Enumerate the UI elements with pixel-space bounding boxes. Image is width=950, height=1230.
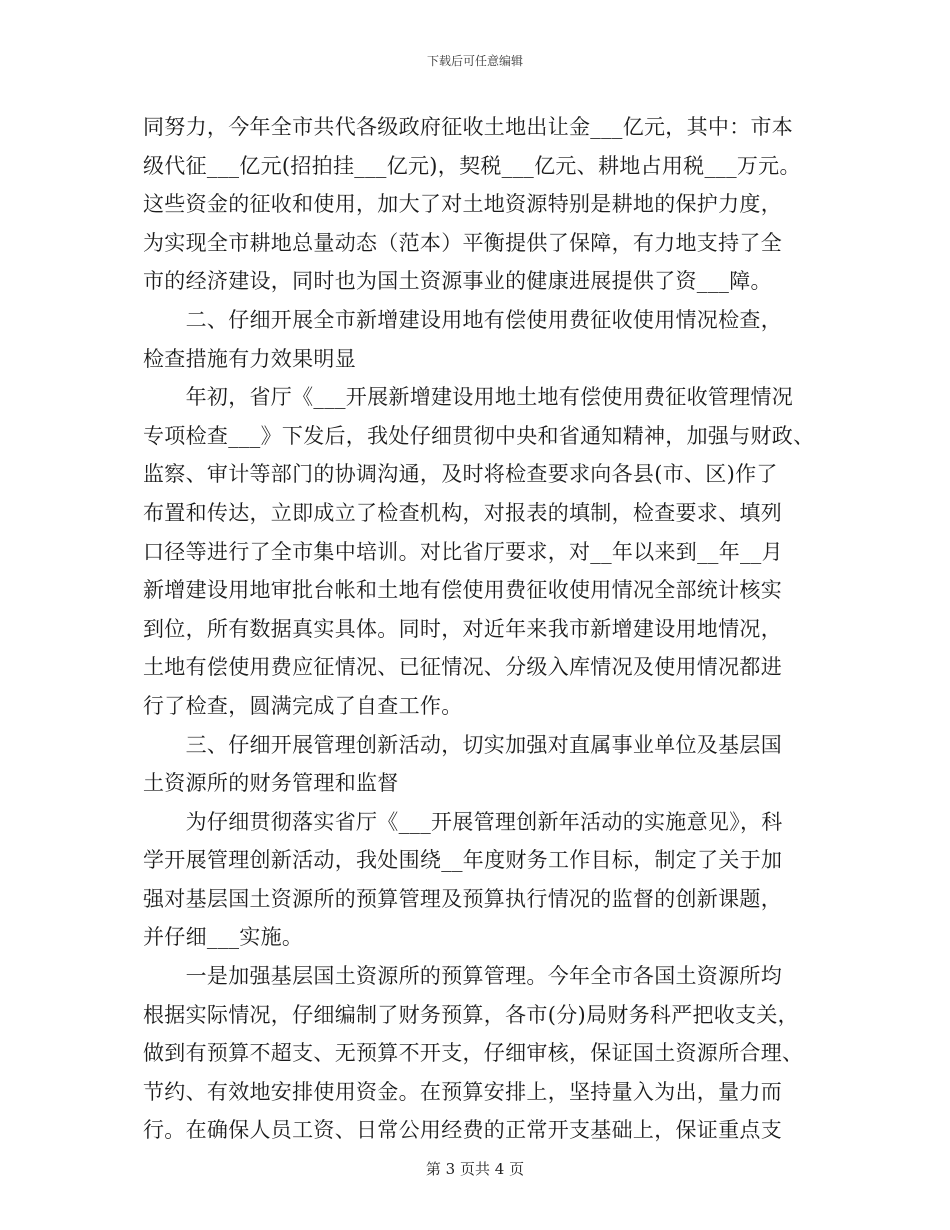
section-heading-line: 二、仔细开展全市新增建设用地有偿使用费征收使用情况检查， [143,307,782,332]
section-heading-line: 检查措施有力效果明显 [143,346,356,371]
text-line: 根据实际情况，仔细编制了财务预算，各市(分)局财务科严把收支关， [143,1002,799,1027]
document-body [143,108,833,1150]
text-line: 学开展管理创新活动，我处围绕__年度财务工作目标，制定了关于加 [143,848,783,873]
text-line: 级代征___亿元(招拍挂___亿元)，契税___亿元、耕地占用税___万元。 [143,153,801,178]
text-line: 行了检查，圆满完成了自查工作。 [143,693,463,718]
text-line: 为仔细贯彻落实省厅《___开展管理创新年活动的实施意见》，科 [143,809,783,834]
text-line: 布置和传达，立即成立了检查机构，对报表的填制，检查要求、填列 [143,500,782,525]
text-line: 专项检查___》下发后，我处仔细贯彻中央和省通知精神，加强与财政、 [143,423,815,448]
text-line: 强对基层国土资源所的预算管理及预算执行情况的监督的创新课题， [143,886,782,911]
text-line: 土地有偿使用费应征情况、已征情况、分级入库情况及使用情况都进 [143,655,782,680]
text-line: 做到有预算不超支、无预算不开支，仔细审核，保证国土资源所合理、 [143,1041,804,1066]
text-line: 并仔细___实施。 [143,925,304,950]
text-line: 市的经济建设，同时也为国土资源事业的健康进展提供了资___障。 [143,269,772,294]
text-line: 为实现全市耕地总量动态（范本）平衡提供了保障，有力地支持了全 [143,230,782,255]
page-number: 第 3 页共 4 页 [425,1160,525,1178]
page-header: 下载后可任意编辑 [426,54,523,68]
text-line: 年初，省厅《___开展新增建设用地土地有偿使用费征收管理情况 [143,385,794,410]
text-line: 同努力，今年全市共代各级政府征收土地出让金___亿元，其中：市本 [143,115,794,139]
text-line: 这些资金的征收和使用，加大了对土地资源特别是耕地的保护力度， [143,192,782,217]
text-line: 一是加强基层国土资源所的预算管理。今年全市各国土资源所均 [143,964,782,989]
text-line: 新增建设用地审批台帐和土地有偿使用费征收使用情况全部统计核实 [143,578,782,603]
text-line: 口径等进行了全市集中培训。对比省厅要求，对__年以来到__年__月 [143,539,783,564]
section-heading-line: 三、仔细开展管理创新活动，切实加强对直属事业单位及基层国 [143,732,782,757]
text-line: 到位，所有数据真实具体。同时，对近年来我市新增建设用地情况， [143,616,782,641]
text-line: 监察、审计等部门的协调沟通，及时将检查要求向各县(市、区)作了 [143,462,778,487]
section-heading-line: 土资源所的财务管理和监督 [143,771,399,796]
text-line: 行。在确保人员工资、日常公用经费的正常开支基础上，保证重点支 [143,1118,782,1143]
text-line: 节约、有效地安排使用资金。在预算安排上，坚持量入为出，量力而 [143,1079,782,1104]
